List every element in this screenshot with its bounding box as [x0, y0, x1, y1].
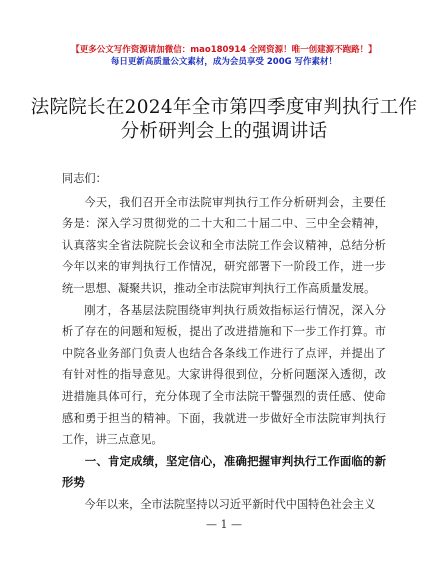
- paragraph-3: 今年以来，全市法院坚持以习近平新时代中国特色社会主义: [84, 497, 376, 511]
- page-number: — 1 —: [206, 518, 242, 531]
- title-line-2: 分析研判会上的强调讲话: [120, 121, 328, 142]
- promo-banner: [0, 44, 448, 68]
- salutation: 同志们：: [62, 172, 107, 185]
- document-title: [20, 96, 428, 144]
- promo-line-1: 【更多公文写作资源请加微信：mao180914 全网资源！唯一创建源不跑路！】: [71, 45, 377, 55]
- document-body: [62, 168, 386, 516]
- promo-line-2: 每日更新高质量公文素材，成为会员享受 200G 写作素材！: [110, 57, 338, 67]
- paragraph-2: 刚才，各基层法院围绕审判执行质效指标运行情况，深入分析了存在的问题和短板，提出了改进措施和下一步工作打算。市中院各业务部门负责人也结合各条线工作进行了点评，并提出了有针对性的指导意见。大家讲得很到位，分析问题深入透彻，改进措施具体可行，充分体现了全市法院干警强烈的责任感、使命感和勇于担当的精神。下面，我就进一步做好全市法院审判执行工作，讲三点意见。: [62, 303, 386, 447]
- title-line-1: 法院院长在2024年全市第四季度审判执行工作: [30, 97, 418, 118]
- section-heading-1: 一、肯定成绩，坚定信心，准确把握审判执行工作面临的新形势: [62, 453, 386, 490]
- paragraph-1: 今天，我们召开全市法院审判执行工作分析研判会，主要任务是：深入学习贯彻党的二十大和二十届二中、三中全会精神，认真落实全省法院院长会议和全市法院工作会议精神，总结分析今年以来的审判执行工作情况，研究部署下一阶段工作，进一步统一思想、凝聚共识，推动全市法院审判执行工作高质量发展。: [62, 195, 386, 295]
